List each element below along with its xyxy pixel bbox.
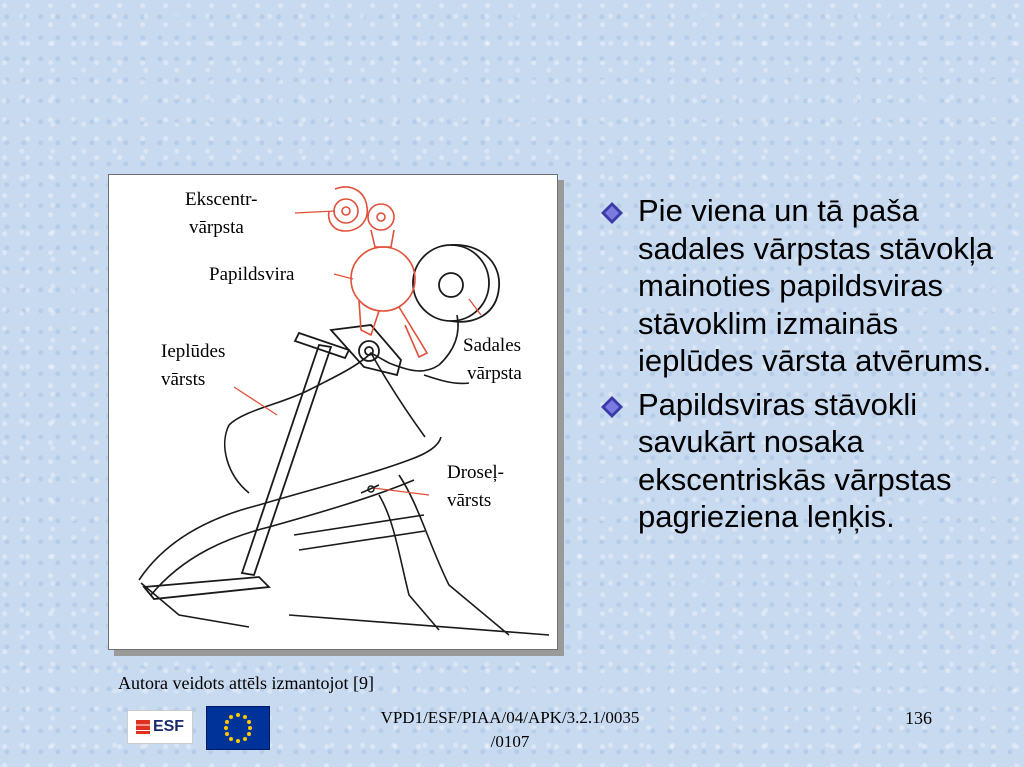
label-throttle-line2: vārsts xyxy=(447,490,492,511)
label-intake-line1: Ieplūdes xyxy=(161,341,226,362)
label-camshaft-line2: vārpsta xyxy=(467,363,522,384)
label-eccentric-line1: Ekscentr- xyxy=(185,189,258,210)
diamond-bullet-icon xyxy=(600,395,624,419)
footer-code-line2: /0107 xyxy=(490,732,530,751)
diamond-bullet-icon xyxy=(600,201,624,225)
camshaft-shape xyxy=(413,245,499,322)
footer-project-code xyxy=(320,706,700,754)
page-number: 136 xyxy=(905,708,932,728)
bullet-list xyxy=(600,192,1000,542)
esf-logo-text: ESF xyxy=(152,718,185,735)
bullet-item xyxy=(600,192,1000,380)
footer-code-line1: VPD1/ESF/PIAA/04/APK/3.2.1/0035 xyxy=(380,708,640,727)
esf-logo xyxy=(127,710,193,744)
esf-mark-icon xyxy=(136,720,150,734)
figure-caption: Autora veidots attēls izmantojot [9] xyxy=(118,673,374,693)
label-eccentric-line2: vārpsta xyxy=(189,217,244,238)
diagram-svg xyxy=(109,175,557,649)
rocker-lever-shape xyxy=(329,187,427,357)
label-camshaft-line1: Sadales xyxy=(463,335,522,356)
engine-diagram xyxy=(108,174,558,650)
leader-lines xyxy=(234,211,481,495)
bullet-text: Papildsviras stāvokli savukārt nosaka ekscentriskās vārpstas pagrieziena leņķis. xyxy=(638,386,952,534)
eu-flag-icon xyxy=(206,706,270,750)
label-intake-line2: vārsts xyxy=(161,369,206,390)
bullet-item xyxy=(600,386,1000,536)
bullet-text: Pie viena un tā paša sadales vārpstas stāvokļa mainoties papildsviras stāvoklim izmainās ieplūdes vārsta atvērums. xyxy=(638,193,993,378)
label-throttle-line1: Droseļ- xyxy=(447,462,504,483)
label-rocker: Papildsvira xyxy=(209,264,295,285)
